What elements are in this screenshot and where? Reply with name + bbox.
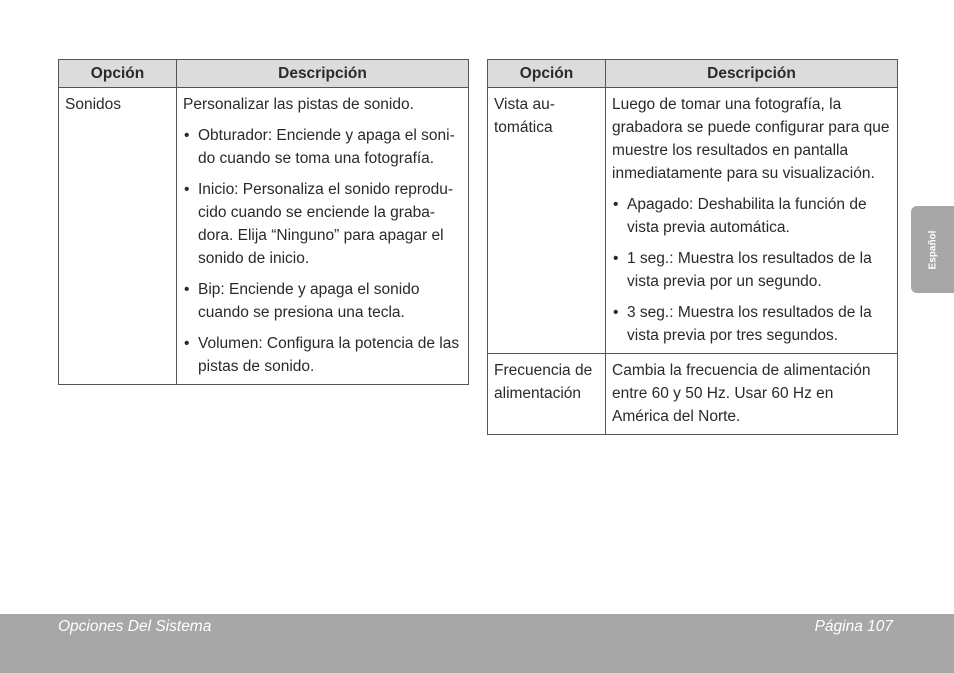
bullet-item: • Volumen: Configura la potencia de las pistas de sonido. [183, 332, 462, 378]
option-description [606, 354, 898, 435]
bullet-item: • Inicio: Personaliza el sonido reproducido cuando se enciende la grabadora. Elija “Ninguno” para apagar el sonido de inicio. [183, 178, 462, 270]
column-header-description: Descripción [177, 60, 469, 88]
description-intro: Luego de tomar una fotografía, la grabadora se puede configurar para que muestre los resultados en pantalla inmediatamente para su visualización. [612, 96, 890, 182]
table-row [59, 88, 469, 385]
bullet-item: • 3 seg.: Muestra los resultados de la vista previa por tres segundos. [612, 301, 891, 347]
footer-section-title: Opciones Del Sistema [58, 618, 212, 635]
column-header-option: Opción [59, 60, 177, 88]
option-name: Vista automática [488, 88, 606, 354]
options-table-left [58, 59, 469, 385]
table-row [488, 88, 898, 354]
bullet-item: • 1 seg.: Muestra los resultados de la vista previa por un segundo. [612, 247, 891, 293]
options-table-right [487, 59, 898, 435]
table-header-row [488, 60, 898, 88]
language-tab-label: Español [927, 230, 938, 269]
bullet-item: • Obturador: Enciende y apaga el sonido cuando se toma una fotografía. [183, 124, 462, 170]
description-intro: Personalizar las pistas de sonido. [183, 96, 414, 113]
table-header-row [59, 60, 469, 88]
option-name: Sonidos [59, 88, 177, 385]
description-bullets [183, 124, 462, 378]
page-footer [0, 614, 954, 673]
description-intro: Cambia la frecuencia de alimentación entre 60 y 50 Hz. Usar 60 Hz en América del Norte. [612, 362, 871, 425]
description-bullets [612, 193, 891, 347]
column-header-option: Opción [488, 60, 606, 88]
option-name: Frecuencia de alimentación [488, 354, 606, 435]
language-tab [911, 206, 954, 293]
bullet-item: • Apagado: Deshabilita la función de vista previa automática. [612, 193, 891, 239]
column-header-description: Descripción [606, 60, 898, 88]
bullet-item: • Bip: Enciende y apaga el sonido cuando se presiona una tecla. [183, 278, 462, 324]
option-description [606, 88, 898, 354]
footer-page-number: Página 107 [814, 618, 893, 635]
option-description [177, 88, 469, 385]
table-row [488, 354, 898, 435]
